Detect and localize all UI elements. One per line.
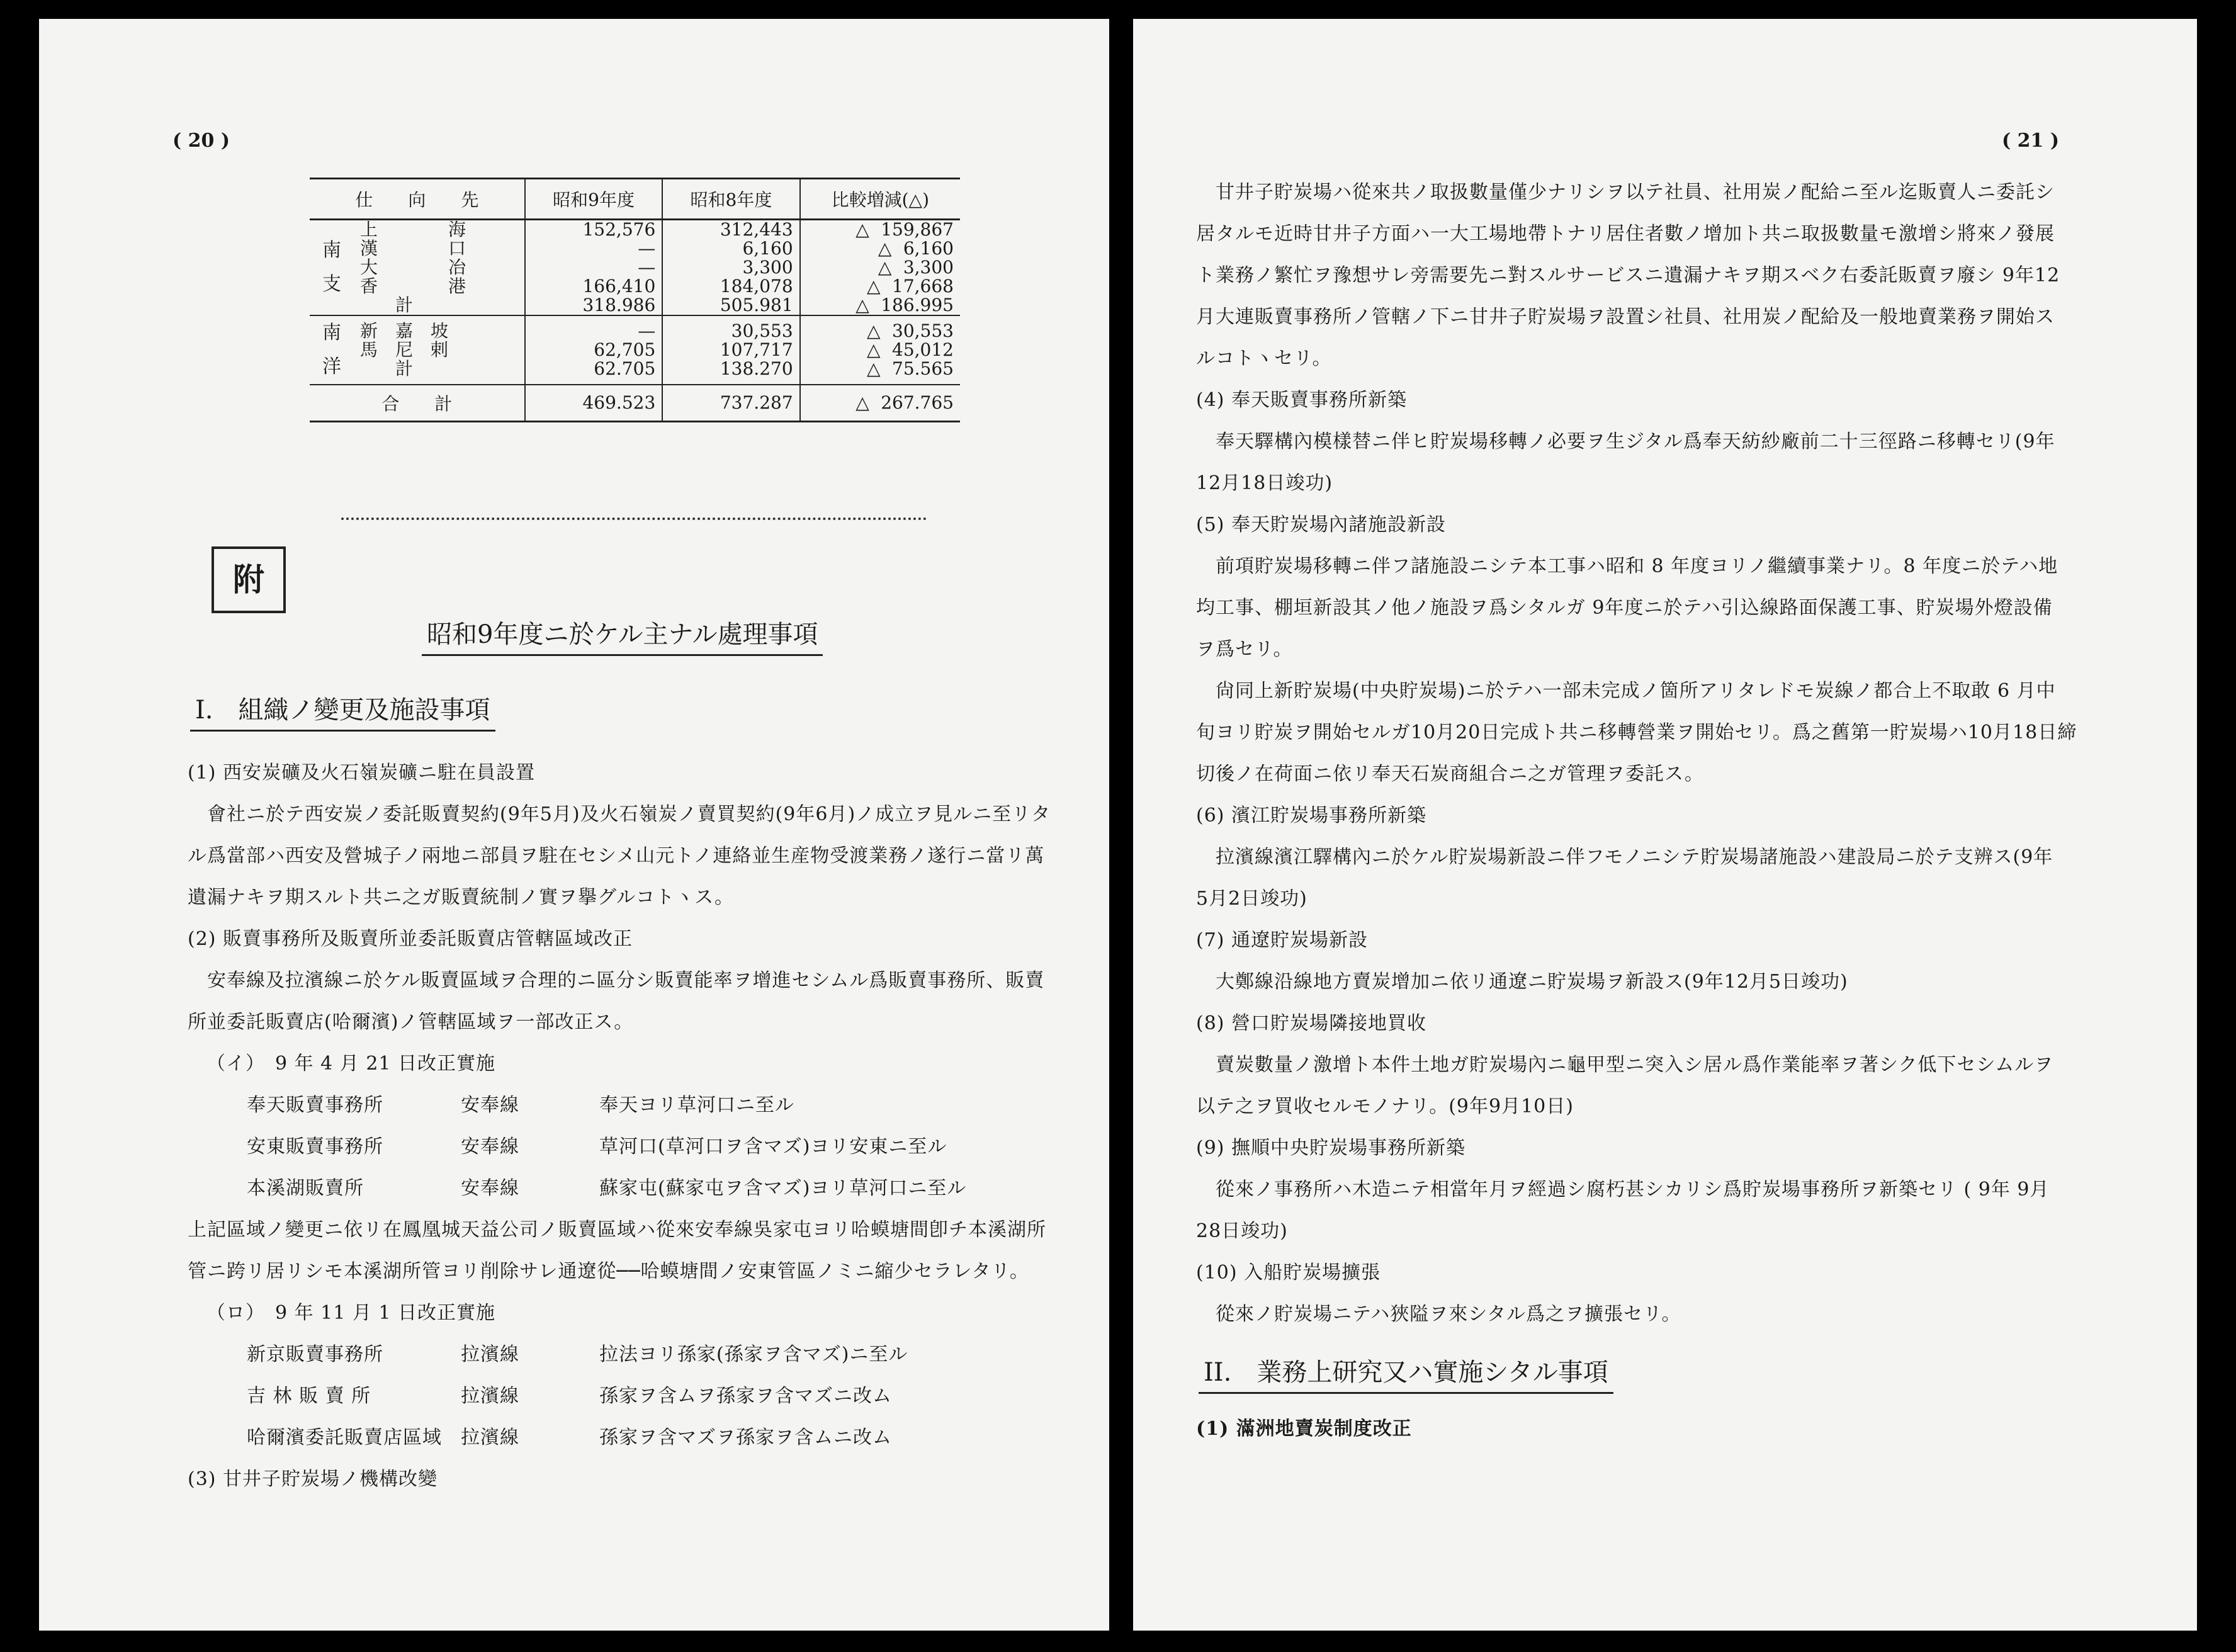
text-line: (8) 營口貯炭場隣接地買收	[1196, 1012, 1427, 1034]
text-line: (1) 滿洲地賣炭制度改正	[1196, 1418, 1412, 1440]
right-page	[1133, 19, 2197, 1631]
text-line: (2) 販賣事務所及販賣所並委託販賣店管轄區域改正	[188, 928, 633, 950]
text-line: (7) 通遼貯炭場新設	[1196, 929, 1369, 951]
y9-cell: 152,576 — — 166,410 318.986	[525, 220, 662, 316]
text-line: 安奉線及拉濱線ニ於ケル販賣區域ヲ合理的ニ區分シ販賣能率ヲ增進セシムル爲販賣事務所、販賣	[188, 970, 1045, 992]
text-line: 賣炭數量ノ激增ト本件土地ガ貯炭場內ニ龜甲型ニ突入シ居ル爲作業能率ヲ著シク低下セシムルヲ	[1196, 1054, 2054, 1076]
table-header-row	[310, 179, 960, 220]
total-y8: 737.287	[662, 385, 799, 422]
text-line: (5) 奉天貯炭場內諸施設新設	[1196, 514, 1447, 536]
text-line: （ロ） 9 年 11 月 1 日改正實施	[206, 1302, 496, 1324]
diff-cell: △ 159,867 △ 6,160 △ 3,300 △ 17,668 △ 186.995	[855, 219, 954, 315]
text-line: 遺漏ナキヲ期スルト共ニ之ガ販賣統制ノ實ヲ擧グルコトヽス。	[188, 886, 734, 908]
text-line: 大鄭線沿線地方賣炭增加ニ依リ通遼ニ貯炭場ヲ新設ス(9年12月5日竣功)	[1196, 971, 1848, 993]
text-line: 從來ノ事務所ハ木造ニテ相當年月ヲ經過シ腐朽甚シカリシ爲貯炭場事務所ヲ新築セリ ( 9年 9月	[1196, 1179, 2050, 1201]
destination-cell: 上 海 漢 口 大 冶 香 港 計	[354, 220, 525, 316]
region-label: 南 洋	[310, 315, 354, 385]
text-line: (4) 奉天販賣事務所新築	[1196, 389, 1408, 411]
line-name: 拉濱線	[461, 1385, 519, 1407]
text-line: 居タルモ近時甘井子方面ハ一大工場地帶トナリ居住者數ノ增加ト共ニ取扱數量モ激增シ將來ノ發展	[1196, 223, 2055, 245]
y8-cell: 30,553 107,717 138.270	[662, 315, 799, 385]
text-line: 拉濱線濱江驛構內ニ於ケル貯炭場新設ニ伴フモノニシテ貯炭場諸施設ハ建設局ニ於テ支辨ス(9年	[1196, 846, 2053, 868]
line-name: 拉濱線	[461, 1344, 519, 1366]
text-line: 旬ヨリ貯炭ヲ開始セルガ10月20日完成ト共ニ移轉營業ヲ開始セリ。爲之舊第一貯炭場ハ10月18日締	[1196, 721, 2077, 744]
text-line: 會社ニ於テ西安炭ノ委託販賣契約(9年5月)及火石嶺炭ノ賣買契約(9年6月)ノ成立ヲ見ルニ至リタ	[188, 803, 1051, 825]
area-text: 拉法ヨリ孫家(孫家ヲ含マズ)ニ至ル	[599, 1344, 908, 1366]
office-name: 本溪湖販賣所	[247, 1177, 364, 1199]
text-line: ル爲當部ハ西安及營城子ノ兩地ニ部員ヲ駐在セシメ山元トノ連絡並生産物受渡業務ノ遂行ニ當リ萬	[188, 845, 1045, 867]
destination-cell: 新 嘉 坡 馬 尼 剌 計	[354, 315, 525, 385]
total-label: 合 計	[310, 385, 525, 422]
area-text: 蘇家屯(蘇家屯ヲ含マズ)ヨリ草河口ニ至ル	[599, 1177, 967, 1199]
wavy-divider	[341, 510, 927, 520]
line-name: 安奉線	[461, 1136, 519, 1158]
left-page	[39, 19, 1109, 1631]
y8-cell: 312,443 6,160 3,300 184,078 505.981	[662, 220, 799, 316]
col-header: 昭和8年度	[662, 179, 799, 220]
text-line: (6) 濱江貯炭場事務所新築	[1196, 805, 1427, 827]
text-line: (9) 撫順中央貯炭場事務所新築	[1196, 1137, 1466, 1159]
col-header: 昭和9年度	[525, 179, 662, 220]
area-text: 草河口(草河口ヲ含マズ)ヨリ安東ニ至ル	[599, 1136, 947, 1158]
office-name: 安東販賣事務所	[247, 1136, 383, 1158]
office-name: 哈爾濱委託販賣店區域	[247, 1427, 442, 1449]
text-line: 尙同上新貯炭場(中央貯炭場)ニ於テハ一部未完成ノ箇所アリタレドモ炭線ノ都合上不取敢 6 月中	[1196, 680, 2056, 702]
text-line: 從來ノ貯炭場ニテハ狹隘ヲ來シタル爲之ヲ擴張セリ。	[1196, 1303, 1681, 1325]
office-name: 奉天販賣事務所	[247, 1094, 383, 1116]
table-group-south-seas	[310, 315, 960, 385]
text-line: 5月2日竣功)	[1196, 888, 1307, 910]
table-total-row	[310, 385, 960, 422]
page-number: ( 20 )	[172, 130, 230, 152]
area-text: 孫家ヲ含マズヲ孫家ヲ含ムニ改ム	[599, 1427, 892, 1449]
text-line: (10) 入船貯炭場擴張	[1196, 1262, 1381, 1284]
text-line: 管ニ跨リ居リシモ本溪湖所管ヨリ削除サレ通遼從──哈蟆塘間ノ安東管區ノミニ縮少セラレタリ。	[188, 1260, 1029, 1282]
total-diff: △ 267.765	[800, 385, 960, 422]
main-title: 昭和9年度ニ於ケル主ナル處理事項	[422, 614, 823, 656]
office-name: 吉 林 販 賣 所	[247, 1385, 371, 1407]
section-heading: II. 業務上研究又ハ實施シタル事項	[1199, 1352, 1613, 1394]
y9-cell: — 62,705 62.705	[525, 315, 662, 385]
table-group-south-china	[310, 220, 960, 316]
text-line: 所並委託販賣店(哈爾濱)ノ管轄區域ヲ一部改正ス。	[188, 1011, 634, 1033]
text-line: 奉天驛構內模樣替ニ伴ヒ貯炭場移轉ノ必要ヲ生ジタル爲奉天紡紗廠前二十三徑路ニ移轉セリ(9年	[1196, 431, 2055, 453]
text-line: ヲ爲セリ。	[1196, 638, 1293, 660]
text-line: 月大連販賣事務所ノ管轄ノ下ニ甘井子貯炭場ヲ設置シ社員、社用炭ノ配給及一般地賣業務ヲ開始ス	[1196, 306, 2055, 328]
text-line: (1) 西安炭礦及火石嶺炭礦ニ駐在員設置	[188, 762, 536, 784]
text-line: 前項貯炭場移轉ニ伴フ諸施設ニシテ本工事ハ昭和 8 年度ヨリノ繼續事業ナリ。8 年度ニ於テハ地	[1196, 555, 2058, 577]
text-line: （イ） 9 年 4 月 21 日改正實施	[206, 1053, 496, 1075]
col-header: 比較増減(△)	[800, 179, 960, 220]
total-y9: 469.523	[525, 385, 662, 422]
text-line: 甘井子貯炭場ハ從來共ノ取扱數量僅少ナリシヲ以テ社員、社用炭ノ配給ニ至ル迄販賣人ニ委託シ	[1196, 181, 2055, 203]
text-line: ルコトヽセリ。	[1196, 348, 1332, 370]
office-name: 新京販賣事務所	[247, 1344, 383, 1366]
area-text: 奉天ヨリ草河口ニ至ル	[599, 1094, 794, 1116]
section-heading: I. 組織ノ變更及施設事項	[190, 690, 495, 732]
text-line: (3) 甘井子貯炭場ノ機構改變	[188, 1468, 438, 1490]
text-line: 28日竣功)	[1196, 1220, 1288, 1242]
text-line: 切後ノ在荷面ニ依リ奉天石炭商組合ニ之ガ管理ヲ委託ス。	[1196, 763, 1704, 785]
area-text: 孫家ヲ含ムヲ孫家ヲ含マズニ改ム	[599, 1385, 892, 1407]
text-line: ト業務ノ繁忙ヲ豫想サレ旁需要先ニ對スルサービスニ遺漏ナキヲ期スベク右委託販賣ヲ廢シ 9年12	[1196, 264, 2060, 286]
text-line: 12月18日竣功)	[1196, 472, 1333, 494]
annex-label: 附	[212, 546, 286, 613]
text-line: 上記區域ノ變更ニ依リ在鳳凰城天益公司ノ販賣區域ハ從來安奉線吳家屯ヨリ哈蟆塘間卽チ本溪湖所	[188, 1219, 1046, 1241]
shipment-table	[310, 178, 960, 422]
page-number: ( 21 )	[2002, 130, 2060, 152]
line-name: 拉濱線	[461, 1427, 519, 1449]
region-label: 南 支	[322, 239, 341, 295]
text-line: 以テ之ヲ買收セルモノナリ。(9年9月10日)	[1196, 1095, 1574, 1117]
col-header: 仕 向 先	[310, 179, 525, 220]
line-name: 安奉線	[461, 1177, 519, 1199]
diff-cell: △ 30,553 △ 45,012 △ 75.565	[800, 315, 960, 385]
line-name: 安奉線	[461, 1094, 519, 1116]
text-line: 均工事、棚垣新設其ノ他ノ施設ヲ爲シタルガ 9年度ニ於テハ引込線路面保護工事、貯炭場外燈設備	[1196, 597, 2053, 619]
